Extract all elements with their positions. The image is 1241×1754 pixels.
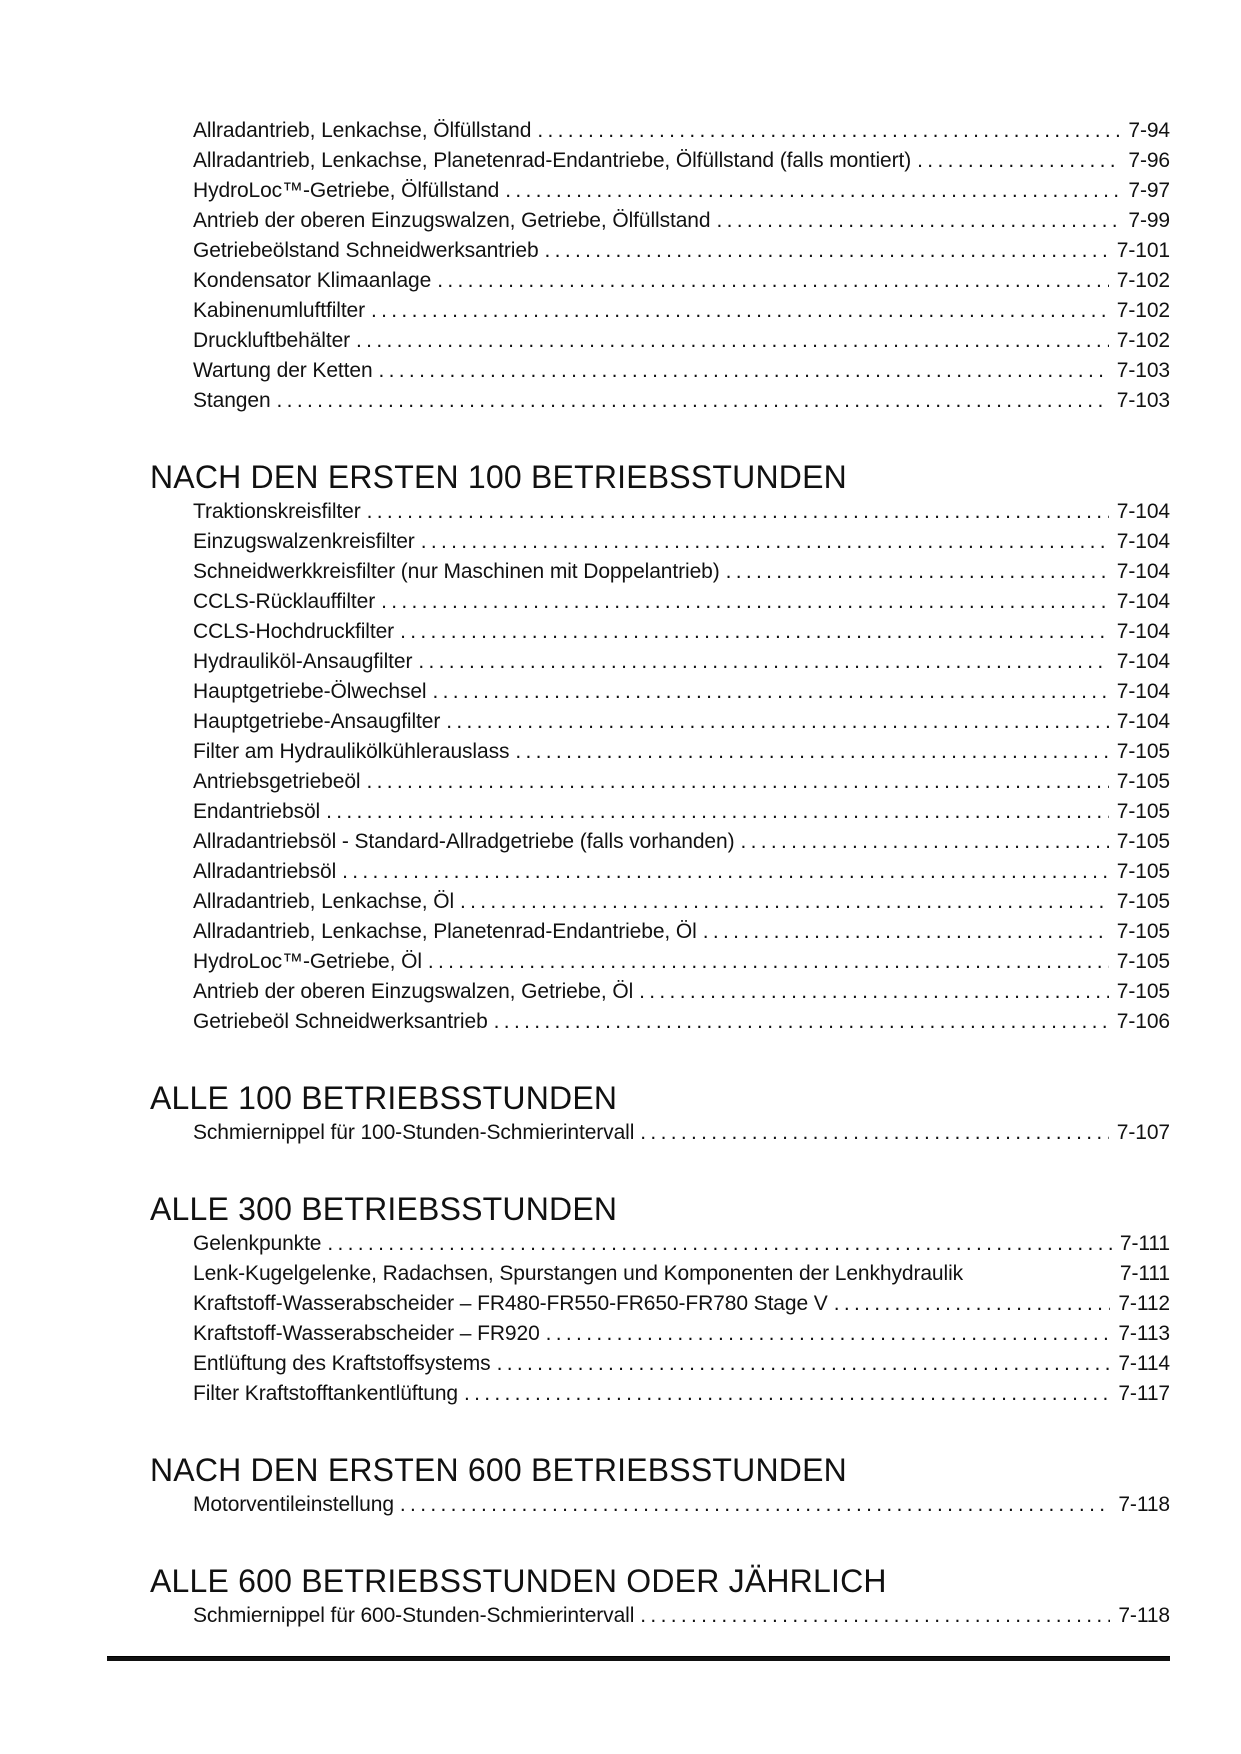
toc-entry-title: Motorventileinstellung bbox=[193, 1493, 394, 1516]
toc-section-items bbox=[150, 116, 1170, 416]
toc-entry-page-number: 7-105 bbox=[1116, 800, 1170, 823]
toc-entry-page-number: 7-105 bbox=[1116, 860, 1170, 883]
toc-entry-title: Antrieb der oberen Einzugswalzen, Getriebe, Ölfüllstand bbox=[193, 209, 711, 232]
toc-entry-page-number: 7-105 bbox=[1116, 890, 1170, 913]
toc-entry bbox=[193, 1289, 1170, 1319]
toc-entry-page-number: 7-105 bbox=[1116, 770, 1170, 793]
toc-section-items bbox=[150, 497, 1170, 1037]
toc-entry-title: HydroLoc™-Getriebe, Öl bbox=[193, 950, 422, 973]
toc-entry-page-number: 7-104 bbox=[1116, 710, 1170, 733]
dot-leader bbox=[834, 1289, 1111, 1319]
toc-entry bbox=[193, 176, 1170, 206]
toc-entry-title: Filter Kraftstofftankentlüftung bbox=[193, 1382, 458, 1405]
toc-entry-title: Druckluftbehälter bbox=[193, 329, 351, 352]
section-heading: ALLE 100 BETRIEBSSTUNDEN bbox=[150, 1080, 618, 1116]
toc-entry-title: Lenk-Kugelgelenke, Radachsen, Spurstangen und Komponenten der Lenkhydraulik bbox=[193, 1262, 964, 1285]
toc-entry-title: Hauptgetriebe-Ansaugfilter bbox=[193, 710, 441, 733]
toc-entry-page-number: 7-112 bbox=[1118, 1292, 1170, 1315]
dot-leader bbox=[433, 677, 1109, 707]
toc-entry-page-number: 7-104 bbox=[1116, 530, 1170, 553]
toc-entry-page-number: 7-102 bbox=[1116, 299, 1170, 322]
dot-leader bbox=[546, 1319, 1111, 1349]
toc-entry-title: Antrieb der oberen Einzugswalzen, Getriebe, Öl bbox=[193, 980, 634, 1003]
toc-entry-title: Hydrauliköl-Ansaugfilter bbox=[193, 650, 413, 673]
toc-entry-page-number: 7-105 bbox=[1116, 830, 1170, 853]
dot-leader bbox=[716, 206, 1120, 236]
toc-entry bbox=[193, 146, 1170, 176]
toc-entry-page-number: 7-105 bbox=[1116, 920, 1170, 943]
toc-entry-page-number: 7-104 bbox=[1116, 560, 1170, 583]
toc-entry-title: CCLS-Rücklauffilter bbox=[193, 590, 376, 613]
dot-leader bbox=[356, 326, 1109, 356]
dot-leader bbox=[726, 557, 1109, 587]
dot-leader bbox=[969, 1259, 1112, 1289]
toc-entry bbox=[193, 587, 1170, 617]
toc-section-items bbox=[150, 1118, 1170, 1148]
toc-entry bbox=[193, 497, 1170, 527]
toc-entry-page-number: 7-102 bbox=[1116, 329, 1170, 352]
toc-entry bbox=[193, 236, 1170, 266]
dot-leader bbox=[545, 236, 1109, 266]
toc-entry bbox=[193, 1007, 1170, 1037]
toc-entry-title: Kraftstoff-Wasserabscheider – FR920 bbox=[193, 1322, 540, 1345]
dot-leader bbox=[460, 887, 1109, 917]
dot-leader bbox=[537, 116, 1120, 146]
toc-entry bbox=[193, 116, 1170, 146]
dot-leader bbox=[494, 1007, 1109, 1037]
dot-leader bbox=[740, 827, 1108, 857]
dot-leader bbox=[703, 917, 1109, 947]
toc-entry-page-number: 7-104 bbox=[1116, 650, 1170, 673]
toc-section bbox=[150, 1191, 1170, 1409]
toc-entry-title: Stangen bbox=[193, 389, 271, 412]
toc-entry bbox=[193, 917, 1170, 947]
dot-leader bbox=[639, 977, 1109, 1007]
dot-leader bbox=[379, 356, 1109, 386]
dot-leader bbox=[446, 707, 1109, 737]
dot-leader bbox=[277, 386, 1109, 416]
dot-leader bbox=[327, 1229, 1112, 1259]
section-heading: NACH DEN ERSTEN 100 BETRIEBSSTUNDEN bbox=[150, 459, 847, 495]
toc-entry bbox=[193, 827, 1170, 857]
dot-leader bbox=[917, 146, 1120, 176]
toc-entry-page-number: 7-97 bbox=[1128, 179, 1170, 202]
toc-entry-title: Allradantriebsöl - Standard-Allradgetriebe (falls vorhanden) bbox=[193, 830, 735, 853]
toc-entry-title: Kabinenumluftfilter bbox=[193, 299, 366, 322]
toc-entry-title: Entlüftung des Kraftstoffsystems bbox=[193, 1352, 491, 1375]
toc-entry-title: Schneidwerkkreisfilter (nur Maschinen mit Doppelantrieb) bbox=[193, 560, 720, 583]
toc-entry-title: Allradantrieb, Lenkachse, Planetenrad-Endantriebe, Ölfüllstand (falls montiert) bbox=[193, 149, 912, 172]
toc-entry bbox=[193, 767, 1170, 797]
toc-entry-page-number: 7-103 bbox=[1116, 359, 1170, 382]
toc-entry bbox=[193, 797, 1170, 827]
toc-entry-page-number: 7-106 bbox=[1116, 1010, 1170, 1033]
toc-entry-title: Getriebeöl Schneidwerksantrieb bbox=[193, 1010, 488, 1033]
toc-entry-title: Getriebeölstand Schneidwerksantrieb bbox=[193, 239, 539, 262]
toc-section bbox=[150, 1563, 1170, 1631]
dot-leader bbox=[464, 1379, 1110, 1409]
toc-entry-page-number: 7-103 bbox=[1116, 389, 1170, 412]
dot-leader bbox=[505, 176, 1120, 206]
toc-entry bbox=[193, 527, 1170, 557]
toc-entry bbox=[193, 326, 1170, 356]
toc-entry-title: Allradantrieb, Lenkachse, Ölfüllstand bbox=[193, 119, 532, 142]
dot-leader bbox=[515, 737, 1108, 767]
toc-entry bbox=[193, 557, 1170, 587]
dot-leader bbox=[497, 1349, 1111, 1379]
toc-entry-title: Einzugswalzenkreisfilter bbox=[193, 530, 415, 553]
toc-entry bbox=[193, 1349, 1170, 1379]
toc-entry-page-number: 7-96 bbox=[1128, 149, 1170, 172]
toc-entry bbox=[193, 356, 1170, 386]
toc-entry-page-number: 7-118 bbox=[1118, 1604, 1170, 1627]
toc-entry bbox=[193, 296, 1170, 326]
toc-entry-page-number: 7-105 bbox=[1116, 980, 1170, 1003]
dot-leader bbox=[381, 587, 1109, 617]
footer-divider bbox=[107, 1656, 1170, 1661]
section-heading: ALLE 600 BETRIEBSSTUNDEN ODER JÄHRLICH bbox=[150, 1563, 887, 1599]
toc-entry bbox=[193, 1490, 1170, 1520]
toc-entry-page-number: 7-111 bbox=[1119, 1262, 1170, 1285]
toc-entry-title: Endantriebsöl bbox=[193, 800, 321, 823]
toc-section bbox=[150, 459, 1170, 1037]
toc-entry-page-number: 7-94 bbox=[1128, 119, 1170, 142]
toc-entry-title: Kondensator Klimaanlage bbox=[193, 269, 432, 292]
dot-leader bbox=[326, 797, 1109, 827]
toc-entry-title: Traktionskreisfilter bbox=[193, 500, 361, 523]
section-heading: NACH DEN ERSTEN 600 BETRIEBSSTUNDEN bbox=[150, 1452, 847, 1488]
toc-entry-title: Wartung der Ketten bbox=[193, 359, 373, 382]
toc-entry-title: Allradantriebsöl bbox=[193, 860, 337, 883]
dot-leader bbox=[367, 497, 1109, 527]
toc-entry bbox=[193, 677, 1170, 707]
toc-entry-page-number: 7-102 bbox=[1116, 269, 1170, 292]
toc-entry-title: Schmiernippel für 100-Stunden-Schmierintervall bbox=[193, 1121, 635, 1144]
toc-entry-page-number: 7-113 bbox=[1118, 1322, 1170, 1345]
toc-entry bbox=[193, 647, 1170, 677]
toc-entry bbox=[193, 1601, 1170, 1631]
toc-entry-page-number: 7-117 bbox=[1118, 1382, 1170, 1405]
toc-entry bbox=[193, 1379, 1170, 1409]
toc-section bbox=[150, 1452, 1170, 1520]
toc-entry-title: Hauptgetriebe-Ölwechsel bbox=[193, 680, 427, 703]
toc-entry-page-number: 7-118 bbox=[1118, 1493, 1170, 1516]
toc-entry bbox=[193, 977, 1170, 1007]
dot-leader bbox=[400, 1490, 1110, 1520]
toc-entry-title: Kraftstoff-Wasserabscheider – FR480-FR550-FR650-FR780 Stage V bbox=[193, 1292, 828, 1315]
toc-entry bbox=[193, 266, 1170, 296]
toc-section bbox=[150, 1080, 1170, 1148]
section-heading: ALLE 300 BETRIEBSSTUNDEN bbox=[150, 1191, 618, 1227]
toc-entry-page-number: 7-104 bbox=[1116, 620, 1170, 643]
dot-leader bbox=[640, 1601, 1110, 1631]
dot-leader bbox=[371, 296, 1109, 326]
dot-leader bbox=[418, 647, 1108, 677]
toc-entry-page-number: 7-105 bbox=[1116, 950, 1170, 973]
dot-leader bbox=[437, 266, 1109, 296]
table-of-contents bbox=[150, 116, 1170, 1631]
toc-entry bbox=[193, 386, 1170, 416]
toc-entry bbox=[193, 707, 1170, 737]
toc-entry bbox=[193, 1259, 1170, 1289]
toc-entry bbox=[193, 1319, 1170, 1349]
toc-entry-title: Allradantrieb, Lenkachse, Planetenrad-Endantriebe, Öl bbox=[193, 920, 697, 943]
toc-section bbox=[150, 116, 1170, 416]
toc-entry bbox=[193, 737, 1170, 767]
toc-section-items bbox=[150, 1601, 1170, 1631]
toc-entry-page-number: 7-107 bbox=[1116, 1121, 1170, 1144]
dot-leader bbox=[366, 767, 1108, 797]
toc-entry-title: Filter am Hydraulikölkühlerauslass bbox=[193, 740, 510, 763]
toc-entry bbox=[193, 857, 1170, 887]
dot-leader bbox=[640, 1118, 1108, 1148]
toc-entry-page-number: 7-104 bbox=[1116, 590, 1170, 613]
toc-entry-page-number: 7-99 bbox=[1128, 209, 1170, 232]
toc-entry-title: Schmiernippel für 600-Stunden-Schmierintervall bbox=[193, 1604, 635, 1627]
dot-leader bbox=[400, 617, 1109, 647]
toc-entry bbox=[193, 1229, 1170, 1259]
toc-entry-title: Antriebsgetriebeöl bbox=[193, 770, 361, 793]
toc-entry-page-number: 7-101 bbox=[1116, 239, 1170, 262]
toc-entry-title: HydroLoc™-Getriebe, Ölfüllstand bbox=[193, 179, 500, 202]
toc-entry-title: Allradantrieb, Lenkachse, Öl bbox=[193, 890, 455, 913]
toc-section-items bbox=[150, 1490, 1170, 1520]
toc-entry-page-number: 7-104 bbox=[1116, 680, 1170, 703]
dot-leader bbox=[428, 947, 1109, 977]
toc-entry-title: CCLS-Hochdruckfilter bbox=[193, 620, 395, 643]
dot-leader bbox=[421, 527, 1109, 557]
toc-entry bbox=[193, 887, 1170, 917]
toc-entry-page-number: 7-105 bbox=[1116, 740, 1170, 763]
toc-entry bbox=[193, 1118, 1170, 1148]
toc-entry bbox=[193, 206, 1170, 236]
toc-entry-title: Gelenkpunkte bbox=[193, 1232, 322, 1255]
toc-section-items bbox=[150, 1229, 1170, 1409]
toc-entry bbox=[193, 947, 1170, 977]
toc-entry-page-number: 7-111 bbox=[1119, 1232, 1170, 1255]
toc-entry bbox=[193, 617, 1170, 647]
toc-entry-page-number: 7-104 bbox=[1116, 500, 1170, 523]
dot-leader bbox=[342, 857, 1109, 887]
toc-entry-page-number: 7-114 bbox=[1118, 1352, 1170, 1375]
